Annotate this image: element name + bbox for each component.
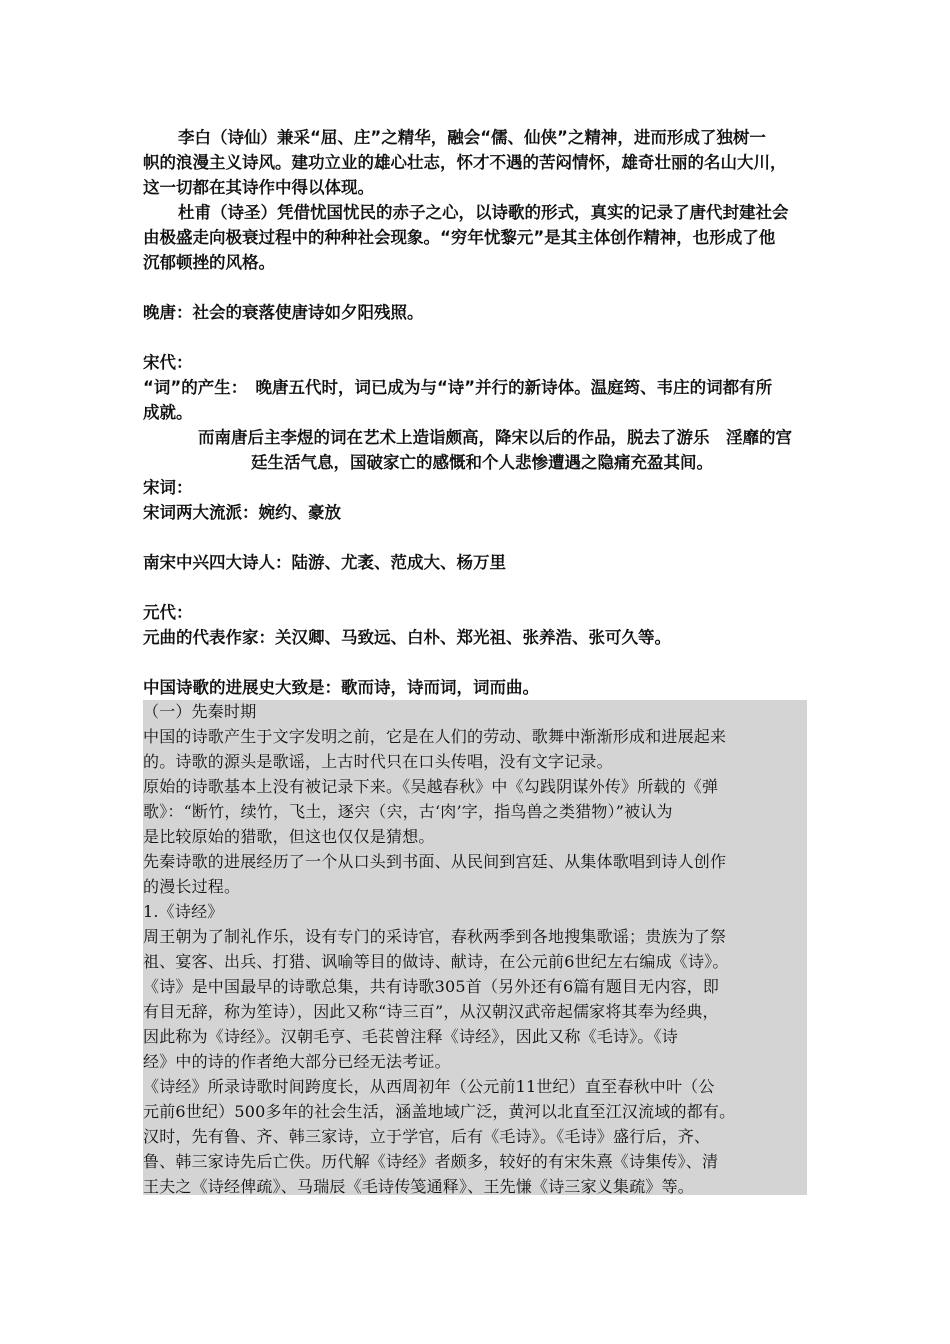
pre-qin-line: 因此称为《诗经》。汉朝毛亨、毛苌曾注释《诗经》，因此又称《毛诗》。《诗 <box>143 1027 679 1046</box>
yuan-heading: 元代： <box>143 603 193 622</box>
song-heading: 宋代： <box>143 353 193 372</box>
pre-qin-line: 经》中的诗的作者绝大部分已经无法考证。 <box>143 1052 451 1071</box>
li-yu-line-1: 而南唐后主李煜的词在艺术上造诣颇高，降宋以后的作品，脱去了游乐 淫靡的宫 <box>198 428 792 447</box>
pre-qin-line: 有目无辞，称为笙诗），因此又称“诗三百”，从汉朝汉武帝起儒家将其奉为经典， <box>143 1002 719 1021</box>
pre-qin-line: 原始的诗歌基本上没有被记录下来。《吴越春秋》中《勾践阴谋外传》所载的《弹 <box>143 777 719 796</box>
song-ci-heading: 宋词： <box>143 478 193 497</box>
pre-qin-line: 元前6世纪）500多年的社会生活，涵盖地域广泛，黄河以北直至江汉流域的都有。 <box>143 1102 736 1121</box>
pre-qin-line: 鲁、韩三家诗先后亡佚。历代解《诗经》者颇多，较好的有宋朱熹《诗集传》、清 <box>143 1152 719 1171</box>
four-poets: 南宋中兴四大诗人：陆游、尤袤、范成大、杨万里 <box>143 553 506 572</box>
li-bai-line-3: 这一切都在其诗作中得以体现。 <box>143 178 374 197</box>
du-fu-line-3: 沉郁顿挫的风格。 <box>143 253 275 272</box>
ci-origin: “词”的产生： 晚唐五代时，词已成为与“诗”并行的新诗体。温庭筠、韦庄的词都有所 <box>143 378 773 397</box>
pre-qin-line: 王夫之《诗经俾疏》、马瑞辰《毛诗传笺通释》、王先慊《诗三家义集疏》等。 <box>143 1177 695 1196</box>
du-fu-line-2: 由极盛走向极衰过程中的种种社会现象。“穷年忧黎元”是其主体创作精神，也形成了他 <box>143 228 776 247</box>
poetry-summary: 中国诗歌的进展史大致是：歌而诗，诗而词，词而曲。 <box>143 678 539 697</box>
du-fu-line-1: 杜甫（诗圣）凭借忧国忧民的赤子之心，以诗歌的形式，真实的记录了唐代封建社会 <box>178 203 789 222</box>
li-yu-line-2: 廷生活气息，国破家亡的感慨和个人悲惨遭遇之隐痛充盈其间。 <box>251 453 713 472</box>
pre-qin-line: 的。诗歌的源头是歌谣，上古时代只在口头传唱，没有文字记录。 <box>143 752 613 771</box>
li-bai-line-2: 帜的浪漫主义诗风。建功立业的雄心壮志，怀才不遇的苦闷情怀，雄奇壮丽的名山大川， <box>143 153 787 172</box>
li-bai-line-1: 李白（诗仙）兼采“屈、庄”之精华，融会“儒、仙侠”之精神，进而形成了独树一 <box>178 128 766 147</box>
shijing-heading: 1.《诗经》 <box>143 902 224 921</box>
pre-qin-line: 周王朝为了制礼作乐，设有专门的采诗官，春秋两季到各地搜集歌谣；贵族为了祭 <box>143 927 727 946</box>
pre-qin-line: 是比较原始的猎歌，但这也仅仅是猜想。 <box>143 827 435 846</box>
late-tang: 晚唐：社会的衰落使唐诗如夕阳残照。 <box>143 303 424 322</box>
pre-qin-line: 汉时，先有鲁、齐、韩三家诗，立于学官，后有《毛诗》。《毛诗》盛行后，齐、 <box>143 1127 711 1146</box>
pre-qin-line: 先秦诗歌的进展经历了一个从口头到书面、从民间到宫廷、从集体歌唱到诗人创作 <box>143 852 727 871</box>
yuan-authors: 元曲的代表作家：关汉卿、马致远、白朴、郑光祖、张养浩、张可久等。 <box>143 628 671 647</box>
pre-qin-line: （一）先秦时期 <box>143 702 257 721</box>
pre-qin-line: 《诗》是中国最早的诗歌总集，共有诗歌305首（另外还有6篇有题目无内容，即 <box>143 977 720 996</box>
pre-qin-line: 的漫长过程。 <box>143 877 241 896</box>
song-ci-schools: 宋词两大流派：婉约、豪放 <box>143 503 341 522</box>
pre-qin-line: 中国的诗歌产生于文字发明之前，它是在人们的劳动、歌舞中渐渐形成和进展起来 <box>143 727 727 746</box>
pre-qin-line: 祖、宴客、出兵、打猎、讽喻等目的做诗、献诗，在公元前6世纪左右编成《诗》。 <box>143 952 729 971</box>
pre-qin-line: 《诗经》所录诗歌时间跨度长，从西周初年（公元前11世纪）直至春秋中叶（公 <box>143 1077 715 1096</box>
ci-origin-cont: 成就。 <box>143 403 193 422</box>
pre-qin-line: 歌》：“断竹，续竹，飞土，逐宍（宍，古‘肉’字，指鸟兽之类猎物）”被认为 <box>143 802 673 821</box>
